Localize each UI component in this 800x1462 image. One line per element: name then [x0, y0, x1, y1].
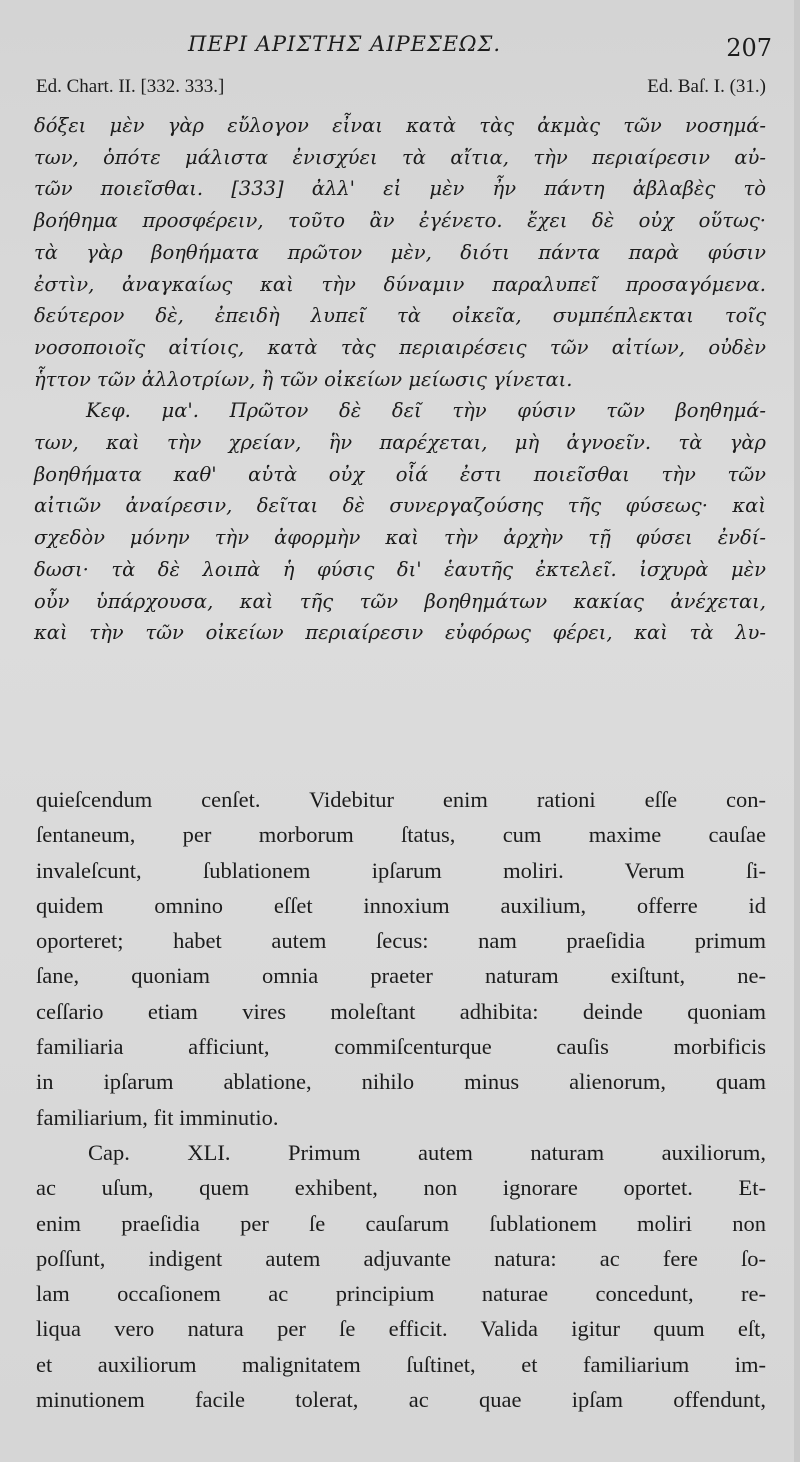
latin-line: quieſcendum cenſet. Videbitur enim rationi eſſe con-	[36, 787, 766, 812]
latin-line: ceſſario etiam vires moleſtant adhibita: deinde quoniam	[36, 998, 766, 1024]
latin-line: minutionem facile tolerat, ac quae ipſam offendunt,	[36, 1387, 766, 1413]
latin-chapter-heading-line: Cap. XLI. Primum autem naturam auxiliorum,	[88, 1139, 766, 1165]
greek-line: των, καὶ τὴν χρείαν, ἣν παρέχεται, μὴ ἀγνοεῖν. τὰ γὰρ	[34, 431, 766, 455]
latin-line: familiaria afficiunt, commiſcenturque cauſis morbificis	[36, 1034, 766, 1060]
latin-line: poſſunt, indigent autem adjuvante natura: ac fere ſo-	[36, 1245, 766, 1271]
latin-line: invaleſcunt, ſublationem ipſarum moliri. Verum ſi-	[36, 857, 766, 883]
latin-line: et auxiliorum malignitatem ſuſtinet, et familiarium im-	[36, 1351, 766, 1377]
edition-reference-basel: Ed. Baſ. I. (31.)	[647, 76, 766, 97]
latin-line: in ipſarum ablatione, nihilo minus alienorum, quam	[36, 1069, 766, 1095]
greek-text-block	[34, 110, 766, 649]
edition-reference-chartier: Ed. Chart. II. [332. 333.]	[36, 76, 225, 97]
greek-line: δόξει μὲν γὰρ εὔλογον εἶναι κατὰ τὰς ἀκμὰς τῶν νοσημά-	[34, 114, 766, 137]
latin-line: lam occaſionem ac principium naturae concedunt, re-	[36, 1281, 766, 1307]
greek-line: αἰτιῶν ἀναίρεσιν, δεῖται δὲ συνεργαζούσης τῆς φύσεως· καὶ	[34, 494, 766, 518]
running-title: ΠΕΡΙ ΑΡΙΣΤΗΣ ΑΙΡΕΣΕΩΣ.	[188, 32, 502, 56]
greek-line: τὰ γὰρ βοηθήματα πρῶτον μὲν, διότι πάντα παρὰ φύσιν	[34, 240, 766, 264]
greek-line: τῶν ποιεῖσθαι. [333] ἀλλ' εἰ μὲν ἦν πάντη ἀβλαβὲς τὸ	[34, 177, 766, 201]
latin-line: enim praeſidia per ſe cauſarum ſublationem moliri non	[36, 1210, 766, 1236]
latin-line: quidem omnino eſſet innoxium auxilium, offerre id	[36, 892, 766, 918]
latin-text-block	[36, 782, 766, 1417]
latin-line: liqua vero natura per ſe efficit. Valida igitur quum eſt,	[36, 1316, 766, 1342]
greek-line: βοήθημα προσφέρειν, τοῦτο ἂν ἐγένετο. ἔχει δὲ οὐχ οὕτως·	[34, 209, 766, 233]
latin-line: ſentaneum, per morborum ſtatus, cum maxime cauſae	[36, 822, 766, 848]
greek-line: οὖν ὑπάρχουσα, καὶ τῆς τῶν βοηθημάτων κακίας ἀνέχεται,	[34, 589, 766, 613]
greek-line: βοηθήματα καθ' αὑτὰ οὐχ οἷά ἐστι ποιεῖσθαι τὴν τῶν	[34, 462, 766, 486]
greek-chapter-heading-line: Κεφ. μα'. Πρῶτον δὲ δεῖ τὴν φύσιν τῶν βοηθημά-	[86, 399, 766, 423]
page-header	[0, 28, 800, 68]
page-edge	[794, 0, 800, 1462]
greek-line: καὶ τὴν τῶν οἰκείων περιαίρεσιν εὐφόρως φέρει, καὶ τὰ λυ-	[34, 621, 766, 645]
latin-line: familiarium, fit imminutio.	[36, 1104, 279, 1130]
greek-line: δωσι· τὰ δὲ λοιπὰ ἡ φύσις δι' ἑαυτῆς ἐκτελεῖ. ἰσχυρὰ μὲν	[34, 557, 766, 581]
greek-line: νοσοποιοῖς αἰτίοις, κατὰ τὰς περιαιρέσεις τῶν αἰτίων, οὐδὲν	[34, 335, 766, 359]
greek-line: ἐστὶν, ἀναγκαίως καὶ τὴν δύναμιν παραλυπεῖ προσαγόμενα.	[34, 272, 766, 296]
edition-reference-row	[36, 76, 766, 104]
greek-line: δεύτερον δὲ, ἐπειδὴ λυπεῖ τὰ οἰκεῖα, συμπέπλεκται τοῖς	[34, 304, 766, 328]
page-number: 207	[726, 34, 772, 62]
latin-line: oporteret; habet autem ſecus: nam praeſidia primum	[36, 928, 766, 954]
greek-line: των, ὁπότε μάλιστα ἐνισχύει τὰ αἴτια, τὴν περιαίρεσιν αὐ-	[34, 145, 766, 169]
greek-line: σχεδὸν μόνην τὴν ἀφορμὴν καὶ τὴν ἀρχὴν τῇ φύσει ἐνδί-	[34, 526, 766, 550]
greek-line: ἧττον τῶν ἀλλοτρίων, ἢ τῶν οἰκείων μείωσις γίνεται.	[34, 367, 573, 391]
latin-line: ſane, quoniam omnia praeter naturam exiſtunt, ne-	[36, 963, 766, 989]
latin-line: ac uſum, quem exhibent, non ignorare oportet. Et-	[36, 1175, 766, 1201]
